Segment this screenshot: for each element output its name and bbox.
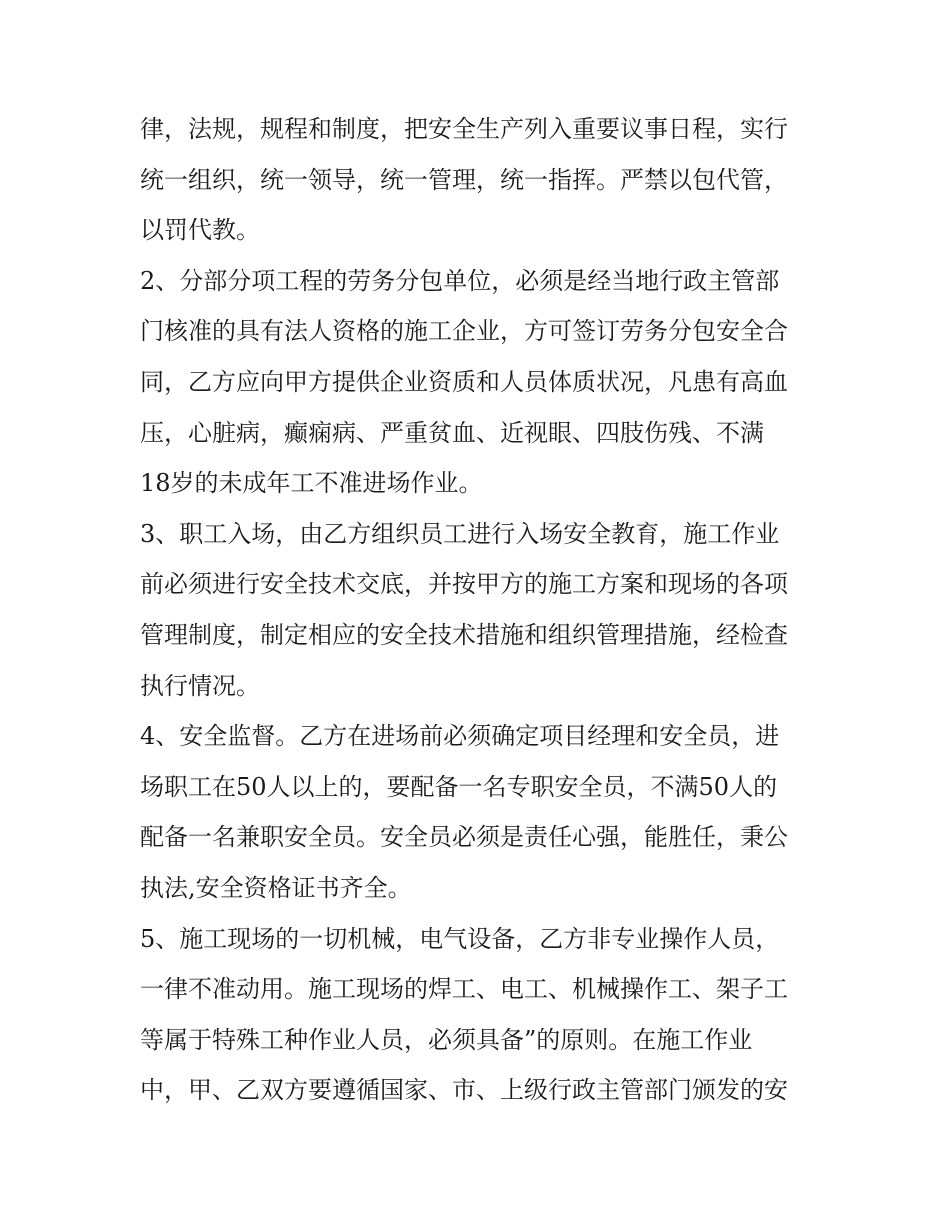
text-line: 前必须进行安全技术交底，并按甲方的施工方案和现场的各项	[140, 570, 788, 599]
text-line: 18岁的未成年工不准进场作业。	[140, 469, 483, 498]
text-line: 中，甲、乙双方要遵循国家、市、上级行政主管部门颁发的安	[140, 1076, 788, 1105]
text-line: 4、安全监督。乙方在进场前必须确定项目经理和安全员，进	[140, 722, 780, 751]
text-line: 统一组织，统一领导，统一管理，统一指挥。严禁以包代管，	[140, 165, 788, 194]
document-body	[140, 104, 820, 1116]
text-line: 以罚代教。	[140, 216, 260, 245]
text-line: 2、分部分项工程的劳务分包单位，必须是经当地行政主管部	[140, 266, 780, 295]
text-line: 执法,安全资格证书齐全。	[140, 873, 412, 902]
text-line: 门核准的具有法人资格的施工企业，方可签订劳务分包安全合	[140, 317, 788, 346]
text-line: 压，心脏病，癫痫病、严重贫血、近视眼、四肢伤残、不满	[140, 418, 764, 447]
text-line: 律，法规，规程和制度，把安全生产列入重要议事日程，实行	[140, 115, 788, 143]
text-line: 5、施工现场的一切机械，电气设备，乙方非专业操作人员，	[140, 924, 780, 953]
text-line: 配备一名兼职安全员。安全员必须是责任心强，能胜任，秉公	[140, 823, 788, 852]
text-line: 场职工在50人以上的，要配备一名专职安全员，不满50人的	[140, 772, 778, 801]
text-line: 3、职工入场，由乙方组织员工进行入场安全教育，施工作业	[140, 519, 780, 548]
text-line: 等属于特殊工种作业人员，必须具备”的原则。在施工作业	[140, 1025, 753, 1054]
text-line: 同，乙方应向甲方提供企业资质和人员体质状况，凡患有高血	[140, 367, 788, 396]
text-line: 管理制度，制定相应的安全技术措施和组织管理措施，经检查	[140, 620, 788, 649]
text-line: 一律不准动用。施工现场的焊工、电工、机械操作工、架子工	[140, 975, 788, 1004]
text-line: 执行情况。	[140, 671, 260, 700]
